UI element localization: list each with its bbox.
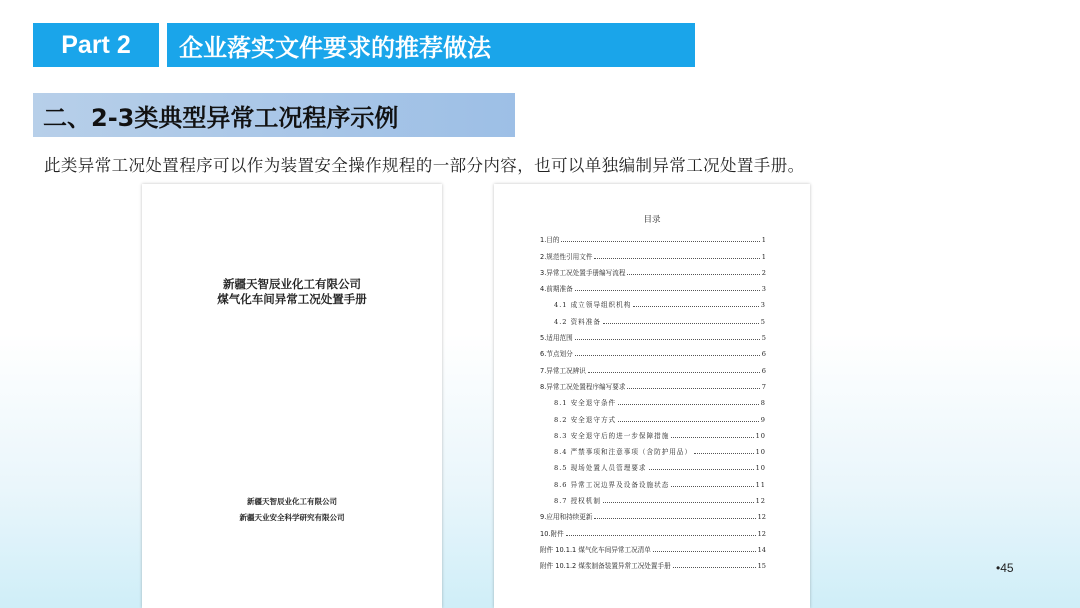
toc-entry-page: 10 — [755, 431, 766, 440]
toc-leader — [618, 403, 759, 405]
toc-entry-page: 5 — [761, 334, 766, 343]
toc-entry-text: 附件 10.1.1 煤气化车间异常工况清单 — [540, 545, 651, 554]
slide-title: 企业落实文件要求的推荐做法 — [167, 23, 695, 67]
toc-entry — [540, 358, 766, 374]
toc-entry-text: 8.7 授权机制 — [554, 497, 601, 506]
toc-entry — [540, 391, 766, 407]
toc-leader — [594, 257, 759, 259]
toc-leader — [671, 485, 753, 487]
toc-leader — [627, 387, 759, 389]
toc-leader — [561, 240, 759, 242]
toc-entry-text: 8.1 安全退守条件 — [554, 399, 617, 408]
toc-entry-text: 8.异常工况处置程序编写要求 — [540, 382, 626, 391]
toc-entry-page: 1 — [761, 236, 766, 245]
toc-entry-text: 8.2 安全退守方式 — [554, 415, 617, 424]
toc-leader — [575, 289, 760, 291]
toc-entry — [540, 440, 766, 456]
toc-entry-page: 15 — [757, 562, 766, 571]
cover-org-2: 新疆天业安全科学研究有限公司 — [239, 513, 345, 522]
toc-entry-page: 12 — [757, 513, 766, 522]
toc-entry-text: 3.异常工况处置手册编写流程 — [540, 268, 626, 277]
toc-entry — [540, 326, 766, 342]
toc-leader — [566, 534, 756, 536]
toc-entry-text: 8.4 严禁事项和注意事项（含防护用品） — [554, 448, 693, 457]
toc-leader — [673, 566, 756, 568]
toc-leader — [649, 468, 754, 470]
toc-leader — [603, 501, 754, 503]
toc-leader — [671, 436, 753, 438]
toc-leader — [603, 322, 759, 324]
toc-entry — [540, 244, 766, 260]
toc-leader — [588, 371, 760, 373]
toc-leader — [653, 550, 756, 552]
toc-leader — [575, 338, 760, 340]
toc-leader — [618, 420, 759, 422]
toc-entry — [540, 538, 766, 554]
description-text: 此类异常工况处置程序可以作为装置安全操作规程的一部分内容，也可以单独编制异常工况处置手册。 — [44, 156, 805, 175]
cover-company-name: 新疆天智辰业化工有限公司 — [223, 277, 361, 291]
toc-entry-page: 6 — [761, 350, 766, 359]
toc-entry-page: 3 — [760, 301, 766, 310]
toc-entry-page: 6 — [761, 366, 766, 375]
toc-leader — [694, 452, 754, 454]
toc-entry — [540, 424, 766, 440]
toc-entry — [540, 277, 766, 293]
toc-entry-text: 10.附件 — [540, 529, 564, 538]
toc-entry-text: 5.适用范围 — [540, 334, 573, 343]
manual-cover-image — [142, 184, 442, 608]
toc-entry-page: 5 — [760, 317, 766, 326]
cover-manual-title: 煤气化车间异常工况处置手册 — [217, 292, 367, 306]
toc-entry-text: 8.3 安全退守后的进一步保障措施 — [554, 431, 670, 440]
toc-leader — [633, 305, 758, 307]
toc-entry-text: 6.节点划分 — [540, 350, 573, 359]
toc-entry — [540, 228, 766, 244]
toc-entry-page: 10 — [755, 464, 766, 473]
toc-entry — [540, 521, 766, 537]
toc-entry — [540, 342, 766, 358]
toc-entry — [540, 261, 766, 277]
toc-entry-text: 8.6 异常工况边界及设备设施状态 — [554, 480, 670, 489]
cover-org-1: 新疆天智辰业化工有限公司 — [247, 497, 337, 506]
toc-entry-page: 9 — [760, 415, 766, 424]
toc-entry-page: 7 — [761, 382, 766, 391]
toc-entry-text: 4.1 成立领导组织机构 — [554, 301, 632, 310]
toc-entry-page: 8 — [760, 399, 766, 408]
toc-entry-text: 1.目的 — [540, 236, 560, 245]
toc-leader — [594, 517, 755, 519]
toc-entry-text: 4.前期准备 — [540, 285, 573, 294]
toc-leader — [627, 273, 759, 275]
toc-entry — [540, 375, 766, 391]
toc-entry-page: 3 — [761, 285, 766, 294]
toc-list — [540, 228, 766, 570]
table-of-contents-image — [494, 184, 810, 608]
toc-entry — [540, 407, 766, 423]
toc-heading: 目录 — [643, 215, 661, 225]
toc-entry-page: 10 — [755, 448, 766, 457]
toc-entry — [540, 489, 766, 505]
toc-entry — [540, 309, 766, 325]
toc-entry — [540, 456, 766, 472]
toc-entry-text: 4.2 资料准备 — [554, 317, 601, 326]
toc-entry-page: 2 — [761, 268, 766, 277]
toc-entry-text: 7.异常工况辨识 — [540, 366, 586, 375]
toc-entry-page: 12 — [755, 497, 766, 506]
toc-entry-text: 9.应用和持续更新 — [540, 513, 593, 522]
section-title: 二、2-3类典型异常工况程序示例 — [33, 93, 515, 137]
toc-entry-page: 12 — [757, 529, 766, 538]
toc-entry — [540, 554, 766, 570]
part-label: Part 2 — [33, 23, 159, 67]
toc-entry-page: 11 — [755, 480, 766, 489]
toc-entry-page: 1 — [761, 252, 766, 261]
toc-entry-text: 2.规范性引用文件 — [540, 252, 593, 261]
toc-entry-text: 8.5 现场处置人员管理要求 — [554, 464, 647, 473]
toc-leader — [575, 354, 760, 356]
toc-entry — [540, 505, 766, 521]
toc-entry-text: 附件 10.1.2 煤浆制备装置异常工况处置手册 — [540, 562, 671, 571]
toc-entry-page: 14 — [757, 545, 766, 554]
toc-entry — [540, 472, 766, 488]
toc-entry — [540, 293, 766, 309]
page-number: •45 — [996, 561, 1014, 575]
